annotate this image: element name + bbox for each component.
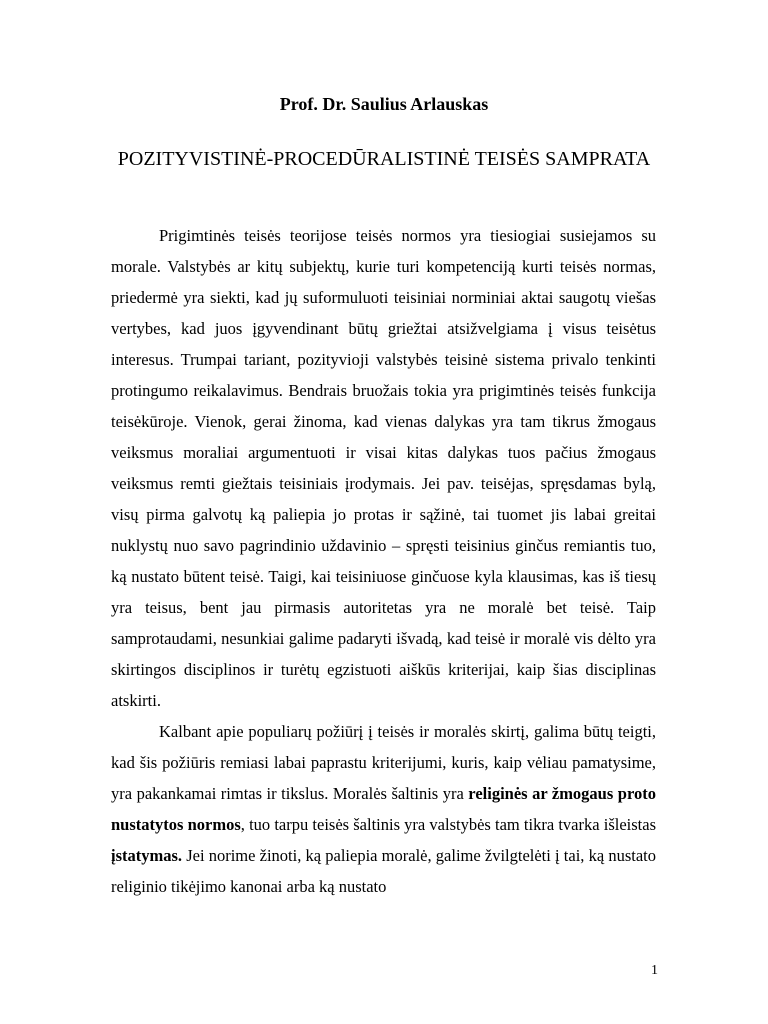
paragraph-2-bold-1: religinės ar žmogaus proto nustatytos normos bbox=[111, 784, 656, 834]
author-name: Prof. Dr. Saulius Arlauskas bbox=[279, 94, 489, 114]
paragraph-2 bbox=[111, 716, 656, 902]
paragraph-2-bold-2: įstatymas. bbox=[111, 846, 183, 865]
paragraph-2-text-3: Jei norime žinoti, ką paliepia moralė, galime žvilgtelėti į tai, ką nustato religinio tikėjimo kanonai arba ką nustato bbox=[111, 846, 656, 896]
page-number: 1 bbox=[651, 963, 658, 978]
paragraph-2-text-1: Kalbant apie populiarų požiūrį į teisės ir moralės skirtį, galima būtų teigti, kad šis požiūris remiasi labai paprastu kriterijumi, kuris, kaip vėliau pamatysime, yra pakankamai rimtas ir tikslus. Moralės šaltinis yra bbox=[111, 722, 656, 803]
document-title: POZITYVISTINĖ-PROCEDŪRALISTINĖ TEISĖS SAMPRATA bbox=[117, 148, 651, 170]
document-body bbox=[111, 220, 656, 902]
paragraph-2-text-2: , tuo tarpu teisės šaltinis yra valstybės tam tikra tvarka išleistas bbox=[240, 815, 656, 834]
paragraph-1: Prigimtinės teisės teorijose teisės normos yra tiesiogiai susiejamos su morale. Valstybės ar kitų subjektų, kurie turi kompetenciją kurti teisės normas, priedermė yra siekti, kad jų suformuluoti teisiniai norminiai aktai saugotų viešas vertybes, kad juos įgyvendinant būtų griežtai atsižvelgiama į visus teisėtus interesus. Trumpai tariant, pozityvioji valstybės teisinė sistema privalo tenkinti protingumo reikalavimus. Bendrais bruožais tokia yra prigimtinės teisės funkcija teisėkūroje. Vienok, gerai žinoma, kad vienas dalykas yra tam tikrus žmogaus veiksmus moraliai argumentuoti ir visai kitas dalykas tuos pačius žmogaus veiksmus remti giežtais teisiniais įrodymais. Jei pav. teisėjas, spręsdamas bylą, visų pirma galvotų ką paliepia jo protas ir sąžinė, tai tuomet jis labai greitai nuklystų nuo savo pagrindinio uždavinio – spręsti teisinius ginčus remiantis tuo, ką nustato būtent teisė. Taigi, kai teisiniuose ginčuose kyla klausimas, kas iš tiesų yra teisus, bent jau pirmasis autoritetas yra ne moralė bet teisė. Taip samprotaudami, nesunkiai galime padaryti išvadą, kad teisė ir moralė vis dėlto yra skirtingos disciplinos ir turėtų egzistuoti aiškūs kriterijai, kaip šias disciplinas atskirti. bbox=[111, 226, 656, 710]
